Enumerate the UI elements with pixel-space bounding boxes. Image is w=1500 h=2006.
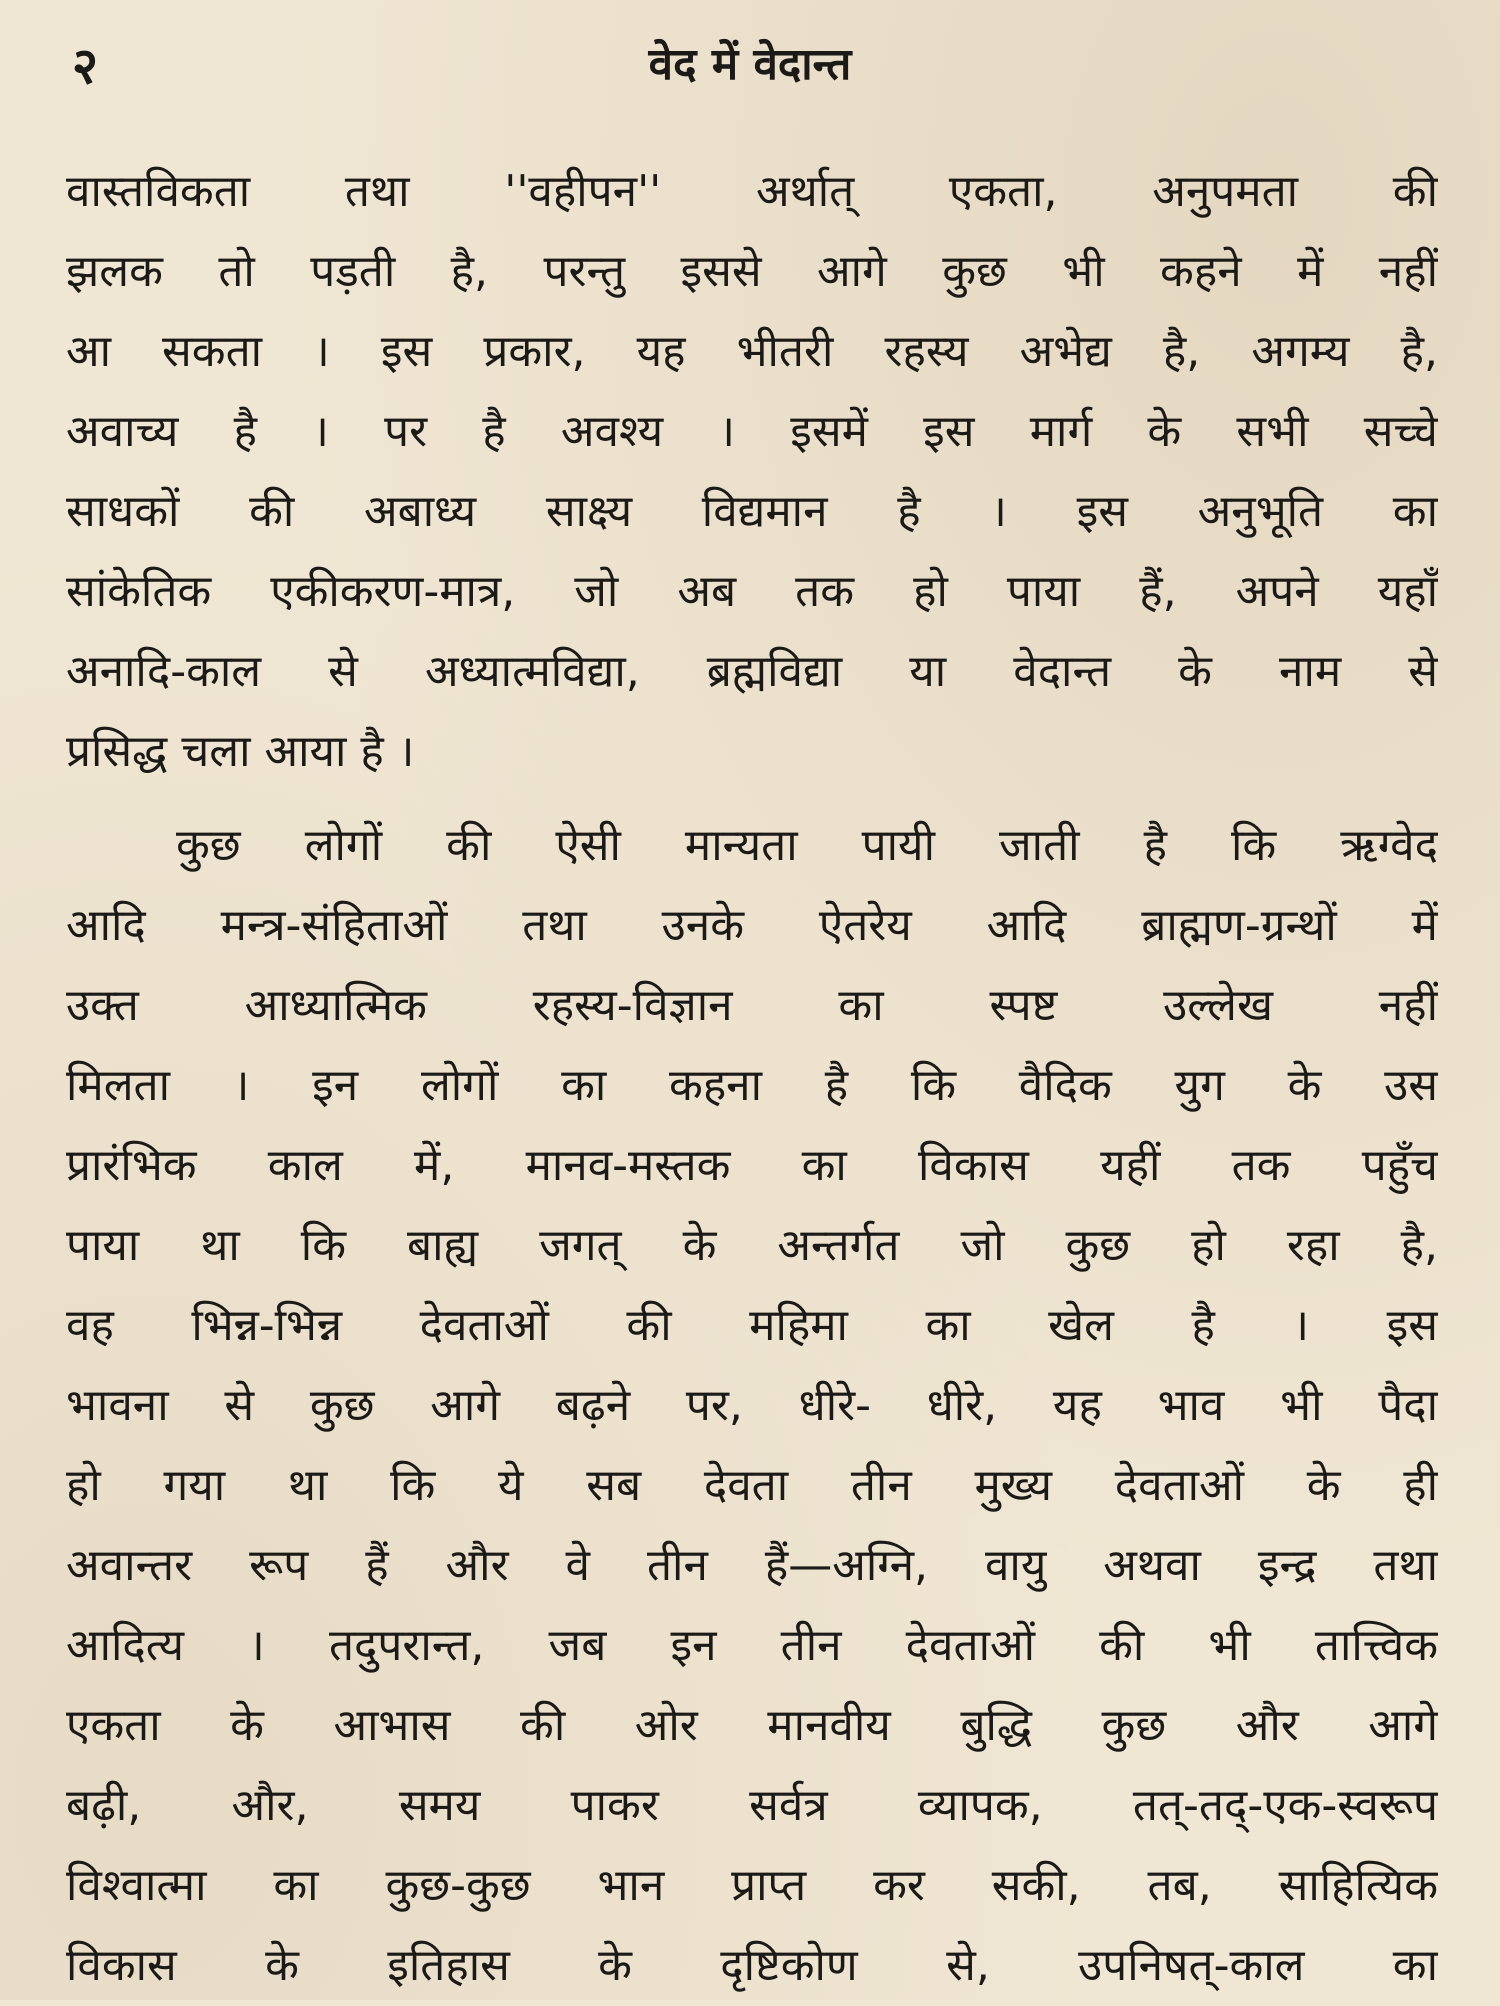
text-line: अनादि-काल से अध्यात्मविद्या, ब्रह्मविद्या या वेदान्त के नाम से	[66, 646, 1438, 697]
text-line: प्रसिद्ध चला आया है ।	[66, 726, 415, 777]
page-header	[0, 22, 1500, 112]
text-line: साधकों की अबाध्य साक्ष्य विद्यमान है । इस अनुभूति का	[66, 486, 1438, 537]
text-line: विकास के इतिहास के दृष्टिकोण से, उपनिषत्-काल का	[66, 1940, 1438, 1991]
paragraph-1	[66, 152, 1438, 792]
text-line: प्रारंभिक काल में, मानव-मस्तक का विकास यहीं तक पहुँच	[66, 1140, 1438, 1191]
body-text	[66, 152, 1438, 2006]
text-line: झलक तो पड़ती है, परन्तु इससे आगे कुछ भी कहने में नहीं	[66, 246, 1438, 297]
page-number: २	[72, 37, 98, 95]
text-line: वह भिन्न-भिन्न देवताओं की महिमा का खेल है । इस	[66, 1300, 1438, 1351]
text-line: वास्तविकता तथा ''वहीपन'' अर्थात् एकता, अनुपमता की	[66, 166, 1438, 217]
text-line: अवान्तर रूप हैं और वे तीन हैं—अग्नि, वायु अथवा इन्द्र तथा	[66, 1540, 1438, 1591]
text-line: कुछ लोगों की ऐसी मान्यता पायी जाती है कि ऋग्वेद	[176, 820, 1438, 871]
text-line: एकता के आभास की ओर मानवीय बुद्धि कुछ और आगे	[66, 1700, 1438, 1751]
paragraph-2	[66, 806, 1438, 2006]
text-line: आ सकता । इस प्रकार, यह भीतरी रहस्य अभेद्य है, अगम्य है,	[66, 326, 1438, 377]
text-line: सांकेतिक एकीकरण-मात्र, जो अब तक हो पाया हैं, अपने यहाँ	[66, 566, 1438, 617]
text-line: उक्त आध्यात्मिक रहस्य-विज्ञान का स्पष्ट उल्लेख नहीं	[66, 980, 1438, 1031]
text-line: मिलता । इन लोगों का कहना है कि वैदिक युग के उस	[66, 1060, 1438, 1111]
text-line: हो गया था कि ये सब देवता तीन मुख्य देवताओं के ही	[66, 1460, 1438, 1511]
text-line: आदित्य । तदुपरान्त, जब इन तीन देवताओं की भी तात्त्विक	[66, 1620, 1438, 1671]
text-line: विश्वात्मा का कुछ-कुछ भान प्राप्त कर सकी, तब, साहित्यिक	[66, 1860, 1438, 1911]
running-title: वेद में वेदान्त	[648, 39, 852, 90]
text-line: भावना से कुछ आगे बढ़ने पर, धीरे- धीरे, यह भाव भी पैदा	[66, 1380, 1438, 1431]
text-line: बढ़ी, और, समय पाकर सर्वत्र व्यापक, तत्-तद्-एक-स्वरूप	[66, 1780, 1438, 1831]
text-line: आदि मन्त्र-संहिताओं तथा उनके ऐतरेय आदि ब्राह्मण-ग्रन्थों में	[66, 900, 1438, 951]
text-line: पाया था कि बाह्य जगत् के अन्तर्गत जो कुछ हो रहा है,	[66, 1220, 1438, 1271]
text-line: अवाच्य है । पर है अवश्य । इसमें इस मार्ग के सभी सच्चे	[66, 406, 1438, 457]
